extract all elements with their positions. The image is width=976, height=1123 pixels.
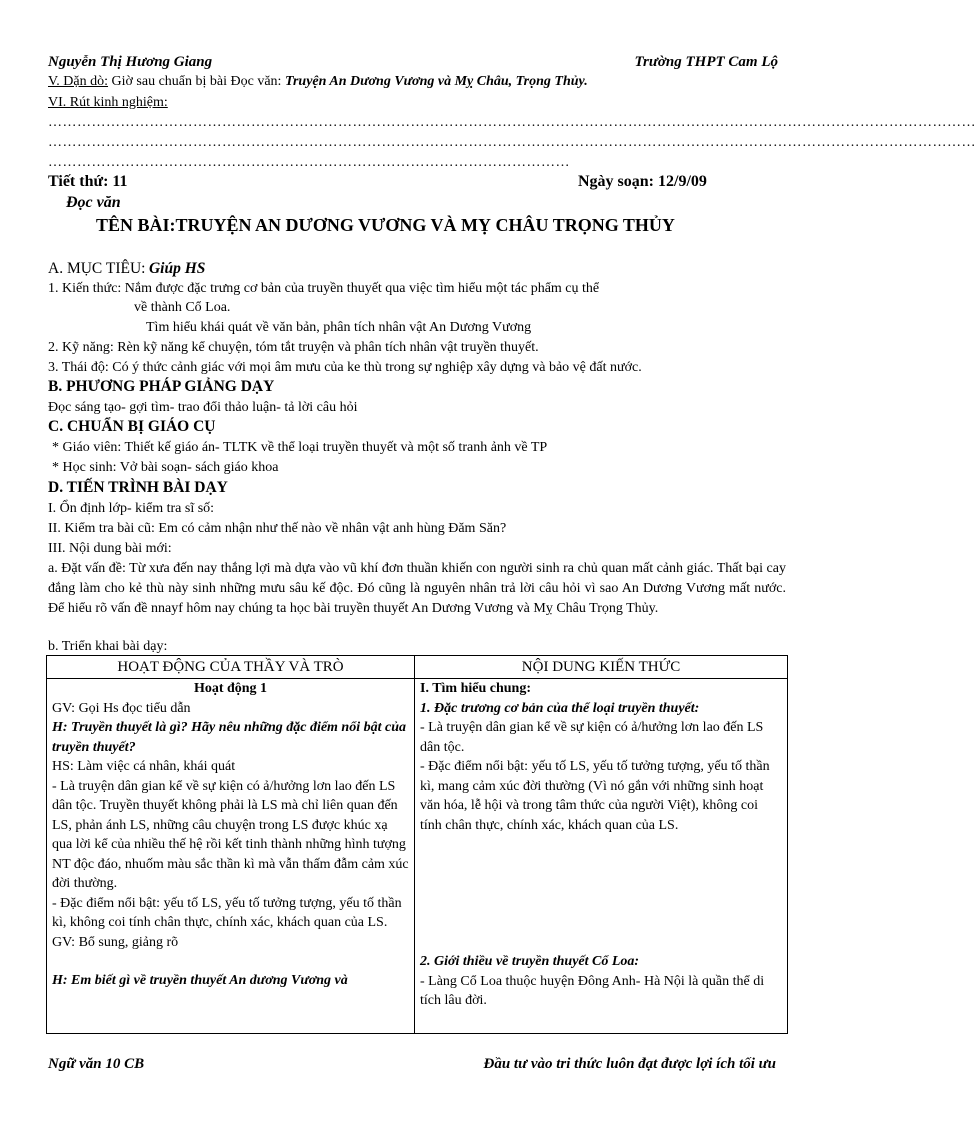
objectives-help: Giúp HS (148, 260, 206, 277)
homework-title: Truyện An Dương Vương và Mỵ Châu, Trọng Thủy. (284, 74, 588, 89)
table-header-row (47, 656, 788, 679)
objective-skills: 2. Kỹ năng: Rèn kỹ năng kể chuyện, tóm tắt truyện và phân tích nhân vật truyền thuyết. (48, 340, 539, 355)
content-subsection-2: 2. Giới thiều về truyền thuyết Cổ Loa: (420, 954, 640, 969)
materials-student: * Học sinh: Vở bài soạn- sách giáo khoa (52, 460, 279, 475)
activity-title: Hoạt động 1 (193, 681, 268, 696)
lesson-title: TÊN BÀI:TRUYỆN AN DƯƠNG VƯƠNG VÀ MỴ CHÂU TRỌNG THỦY (96, 215, 675, 235)
activities-cell (47, 679, 415, 1034)
content-subsection-1: 1. Đặc trương cơ bản của thể loại truyền thuyết: (420, 700, 700, 716)
homework-label: V. Dặn dò: (48, 74, 109, 89)
homework-text: Giờ sau chuẩn bị bài Đọc văn: (111, 74, 282, 89)
objective-knowledge-cont: về thành Cổ Loa. (134, 300, 231, 315)
materials-heading: C. CHUẨN BỊ GIÁO CỤ (48, 418, 216, 435)
teacher-instruction: GV: Gọi Hs đọc tiểu dẫn (52, 700, 191, 716)
answer-paragraph-1: - Là truyện dân gian kể về sự kiện có ả/hưởng lơn lao đến LS dân tộc. Truyền thuyết không phải là LS mà chỉ liên quan đến LS, phản ánh LS, những câu chuyện trong LS được khúc xạ qua lời kể của nhiều thế hệ rồi kết tinh thành những hình tượng NT độc đáo, nhuốm màu sắc thần kì mà vẫn thấm đẫm cảm xúc đời thường. (52, 778, 409, 891)
dotted-line-2: ………………………………………………………………………………………………………………………………………………………………………… (48, 135, 976, 150)
content-section-1: I. Tìm hiểu chung: (420, 681, 531, 696)
objective-attitude: 3. Thái độ: Có ý thức cảnh giác với mọi âm mưu của ke thù trong sự nghiệp xây dựng và bảo vệ đất nước. (48, 360, 642, 375)
prepared-date: Ngày soạn: 12/9/09 (578, 173, 707, 190)
objective-knowledge-cont2: Tìm hiểu khái quát về văn bản, phân tích nhân vật An Dương Vương (146, 320, 532, 335)
objective-knowledge: 1. Kiến thức: Nắm được đặc trưng cơ bản của truyền thuyết qua việc tìm hiểu một tác phẩm cụ thể (48, 281, 600, 296)
content-point-2: - Đặc điểm nổi bật: yếu tố LS, yếu tố tưởng tượng, yếu tố thần kì, mang cảm xúc đời thường (Vì nó gắn với những sinh hoạt văn hóa, lễ hội và trong tâm thức của người Việt), không coi tính chân thực, chính xác, khách quan của LS. (420, 759, 770, 833)
deployment-label: b. Triển khai bài dạy: (48, 639, 168, 654)
experience-label: VI. Rút kinh nghiệm: (48, 95, 168, 110)
teacher-supplement: GV: Bổ sung, giảng rõ (52, 934, 179, 950)
content-cell (415, 679, 788, 1034)
procedure-step-1: I. Ổn định lớp- kiểm tra sĩ số: (48, 501, 215, 516)
objectives-label: A. MỤC TIÊU: (48, 260, 146, 277)
col-header-activities: HOẠT ĐỘNG CỦA THẦY VÀ TRÒ (47, 656, 415, 679)
content-point-1: - Là truyện dân gian kể về sự kiện có ả/hưởng lơn lao đến LS dân tộc. (420, 720, 764, 755)
materials-teacher: * Giáo viên: Thiết kế giáo án- TLTK về thể loại truyền thuyết và một số tranh ảnh về TP (52, 440, 548, 455)
homework-line (48, 74, 588, 90)
author-name: Nguyễn Thị Hương Giang (48, 54, 213, 70)
table-row (47, 679, 788, 1034)
methods-heading: B. PHƯƠNG PHÁP GIẢNG DẠY (48, 378, 275, 395)
footer-subject: Ngữ văn 10 CB (48, 1056, 145, 1072)
question-2: H: Em biết gì về truyền thuyết An dương Vương và (52, 973, 348, 988)
objectives-heading (48, 260, 205, 278)
procedure-heading: D. TIẾN TRÌNH BÀI DẠY (48, 479, 228, 496)
answer-paragraph-2: - Đặc điểm nổi bật: yếu tố LS, yếu tố tưởng tượng, yếu tố thần kì, không coi tính chân thực, chính xác, khách quan của LS. (52, 895, 402, 930)
footer-motto: Đầu tư vào tri thức luôn đạt được lợi ích tối ưu (483, 1056, 776, 1072)
school-name: Trường THPT Cam Lộ (634, 54, 778, 70)
col-header-content: NỘI DUNG KIẾN THỨC (415, 656, 788, 679)
intro-paragraph: a. Đặt vấn đề: Từ xưa đến nay thắng lợi mà dựa vào vũ khí đơn thuần khiến con người sinh ra chủ quan mất cảnh giác. Thất bại cay đắng làm cho kẻ thù này sinh những mưu sâu kế độc. Đó cũng là nguyên nhân trả lời câu hỏi vì sao An Dương Vương mất nước. Để hiểu rõ vấn đề nnayf hôm nay chúng ta học bài truyền thuyết An Dương Vương và Mỵ Châu Trọng Thủy. (48, 561, 786, 616)
dotted-line-3: ……………………………………………………………………………………………… (48, 155, 570, 170)
procedure-step-2: II. Kiểm tra bài cũ: Em có cảm nhận như thế nào về nhân vật anh hùng Đăm Săn? (48, 521, 507, 536)
lesson-category: Đọc văn (66, 194, 121, 211)
lesson-number: Tiết thứ: 11 (48, 173, 128, 190)
content-point-3: - Làng Cổ Loa thuộc huyện Đông Anh- Hà Nội là quần thể di tích lâu đời. (420, 973, 765, 1008)
lesson-table (46, 655, 788, 1034)
question-1: H: Truyền thuyết là gì? Hãy nêu những đặc điểm nổi bật của truyền thuyết? (52, 720, 406, 755)
procedure-step-3: III. Nội dung bài mới: (48, 541, 172, 556)
student-activity: HS: Làm việc cá nhân, khái quát (52, 759, 236, 774)
methods-text: Đọc sáng tạo- gợi tìm- trao đổi thảo luận- tả lời câu hỏi (48, 400, 358, 415)
dotted-line-1: ………………………………………………………………………………………………………………………………………………………………………… (48, 115, 976, 130)
